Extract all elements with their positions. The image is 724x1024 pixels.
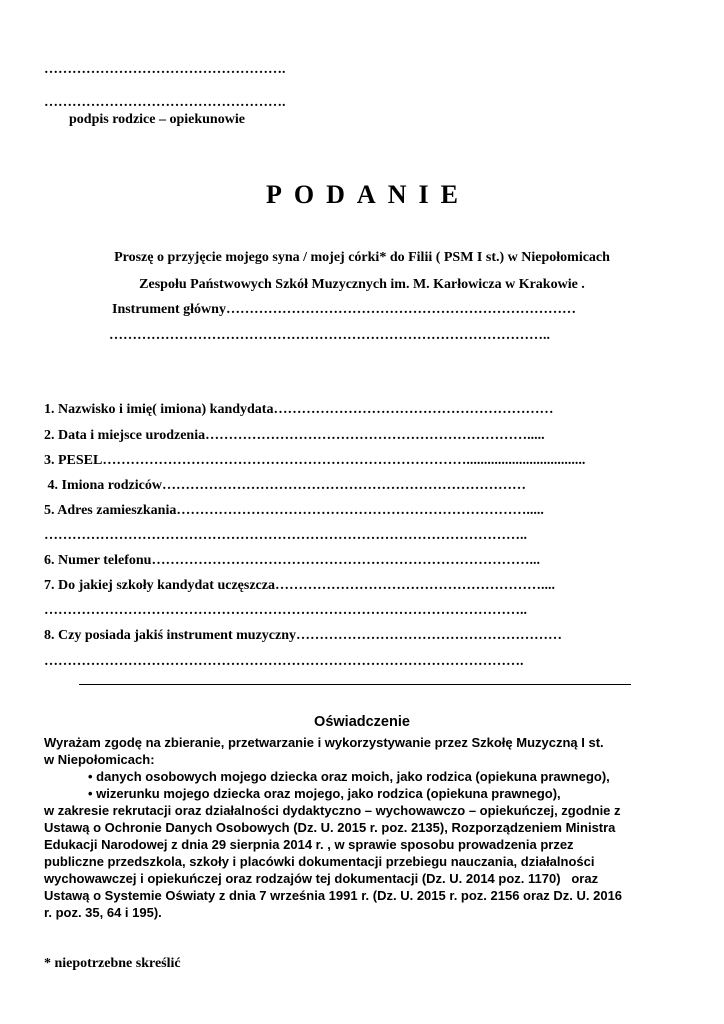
- field-parents-names: 4. Imiona rodziców……………………………………………………………………: [44, 478, 526, 493]
- signature-line-1: …………………………………………….: [44, 62, 286, 77]
- instrument-field: Instrument główny…………………………………………………………………: [112, 302, 576, 317]
- field-instrument-owned-continuation: ………………………………………………………………………………………….: [44, 654, 524, 669]
- signature-caption: podpis rodzice – opiekunowie: [69, 112, 245, 127]
- field-birth-date-place: 2. Data i miejsce urodzenia…………………………………………………………….....: [44, 428, 545, 443]
- request-line-2: Zespołu Państwowych Szkół Muzycznych im. M. Karłowicza w Krakowie .: [139, 277, 585, 292]
- signature-line-2: …………………………………………….: [44, 95, 286, 110]
- footnote: * niepotrzebne skreślić: [44, 956, 181, 971]
- field-phone: 6. Numer telefonu………………………………………………………………………...: [44, 553, 540, 568]
- field-address: 5. Adres zamieszkania………………………………………………………………….....: [44, 503, 544, 518]
- declaration-line: Wyrażam zgodę na zbieranie, przetwarzanie i wykorzystywanie przez Szkołę Muzyczną I st.: [44, 735, 604, 750]
- field-instrument-owned: 8. Czy posiada jakiś instrument muzyczny…………………………………………………: [44, 628, 563, 643]
- declaration-line: publiczne przedszkola, szkoły i placówki dokumentacji przebiegu nauczania, działalności: [44, 854, 595, 869]
- declaration-line: w zakresie rekrutacji oraz działalności dydaktyczno – wychowawczo – opiekuńczej, zgodnie z: [44, 803, 621, 818]
- declaration-line: Ustawą o Ochronie Danych Osobowych (Dz. U. 2015 r. poz. 2135), Rozporządzeniem Ministra: [44, 820, 616, 835]
- request-line-1: Proszę o przyjęcie mojego syna / mojej córki* do Filii ( PSM I st.) w Niepołomicach: [114, 250, 610, 265]
- field-address-continuation: …………………………………………………………………………………………..: [44, 528, 527, 543]
- declaration-line: r. poz. 35, 64 i 195).: [44, 905, 162, 920]
- declaration-line: Ustawą o Systemie Oświaty z dnia 7 września 1991 r. (Dz. U. 2015 r. poz. 2156 oraz Dz. U. 2016: [44, 888, 623, 903]
- field-current-school-continuation: …………………………………………………………………………………………..: [44, 603, 527, 618]
- declaration-bullet: • danych osobowych mojego dziecka oraz moich, jako rodzica (opiekuna prawnego),: [88, 769, 610, 784]
- declaration-line: w Niepołomicach:: [44, 752, 155, 767]
- instrument-field-continuation: …………………………………………………………………………………..: [109, 328, 550, 343]
- declaration-line: wychowawczej i opiekuńczej oraz rodzajów tej dokumentacji (Dz. U. 2014 poz. 1170) oraz: [44, 871, 599, 886]
- field-current-school: 7. Do jakiej szkoły kandydat uczęszcza…………………………………………………....: [44, 578, 555, 593]
- declaration-heading: Oświadczenie: [314, 714, 410, 730]
- field-full-name: 1. Nazwisko i imię( imiona) kandydata……………………………………………………: [44, 402, 554, 417]
- declaration-bullet: • wizerunku mojego dziecka oraz mojego, jako rodzica (opiekuna prawnego),: [88, 786, 561, 801]
- separator-line: [79, 684, 631, 685]
- field-pesel: 3. PESEL……………………………………………………………………..................................: [44, 453, 586, 468]
- page-title: PODANIE: [266, 180, 470, 209]
- declaration-line: Edukacji Narodowej z dnia 29 sierpnia 2014 r. , w sprawie sposobu prowadzenia przez: [44, 837, 574, 852]
